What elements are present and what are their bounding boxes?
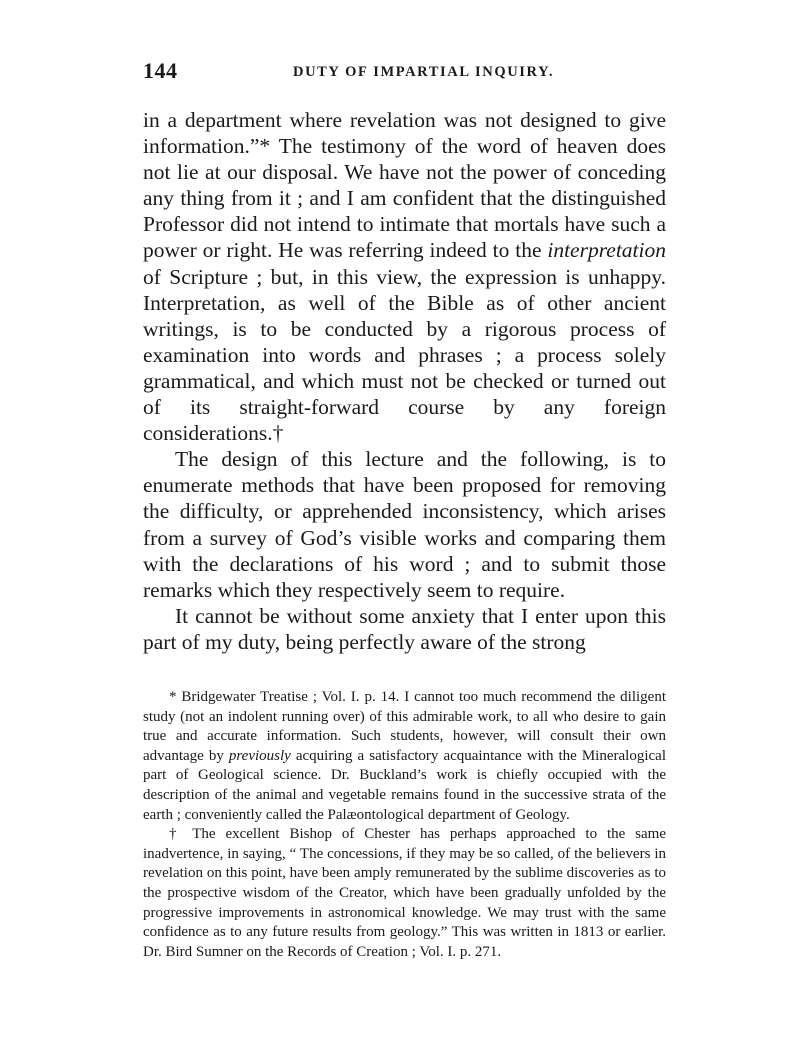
footnotes: [143, 688, 666, 962]
running-title: DUTY OF IMPARTIAL INQUIRY.: [293, 64, 555, 80]
footnote-text: * Bridgewater Treatise ; Vol. I. p. 14. I cannot too much recommend the diligent study (not an indolent running over) of this admirable work, to all who desire to gain true and accurate information. Such students, however, will consult their own advantage by: [143, 689, 666, 764]
emphasized-word: previously: [228, 747, 291, 764]
footnote-asterisk: [143, 688, 666, 825]
running-head: [143, 58, 663, 88]
paragraph-design-of-lecture: The design of this lecture and the following, is to enumerate methods that have been proposed for removing the difficulty, or apprehended inconsistency, which arises from a survey of God’s visible works and comparing them with the declarations of his word ; and to submit those remarks which they respectively seem to require.: [143, 447, 666, 602]
footnote-dagger: † The excellent Bishop of Chester has perhaps approached to the same inadvertence, in saying, “ The concessions, if they may be so called, of the believers in revelation on this point, have been amply remunerated by the sublime discoveries as to the prospective wisdom of the Creator, which have been gradually unfolded by the progressive improvements in astronomical knowledge. We may trust with the same confidence as to any future results from geology.” This was written in 1813 or earlier. Dr. Bird Sumner on the Records of Creation ; Vol. I. p. 271.: [143, 826, 666, 960]
emphasized-word: interpretation: [547, 238, 666, 263]
paragraph-text: of Scripture ; but, in this view, the expression is unhappy. Interpretation, as well of the Bible as of other ancient writings, is to be conducted by a rigorous process of examination into words and phrases ; a process solely grammatical, and which must not be checked or turned out of its straight-forward course by any foreign considerations.†: [143, 264, 666, 446]
page-number: 144: [143, 58, 178, 83]
footnote-text: acquiring a satisfactory acquaintance with the Mineralogical part of Geological science. Dr. Buckland’s work is chiefly occupied with the description of the animal and vegetable remains found in the successive strata of the earth ; conveniently called the Palæontological department of Geology.: [143, 747, 666, 823]
paragraph-continued: [143, 107, 666, 446]
paragraph-anxiety: It cannot be without some anxiety that I enter upon this part of my duty, being perfectly aware of the strong: [143, 603, 666, 654]
paragraph-text: in a department where revelation was not designed to give information.”* The testimony of the word of heaven does not lie at our disposal. We have not the power of conceding any thing from it ; and I am confident that the distinguished Professor did not intend to intimate that mortals have such a power or right. He was referring indeed to the: [143, 108, 666, 263]
body-text: [143, 107, 666, 655]
